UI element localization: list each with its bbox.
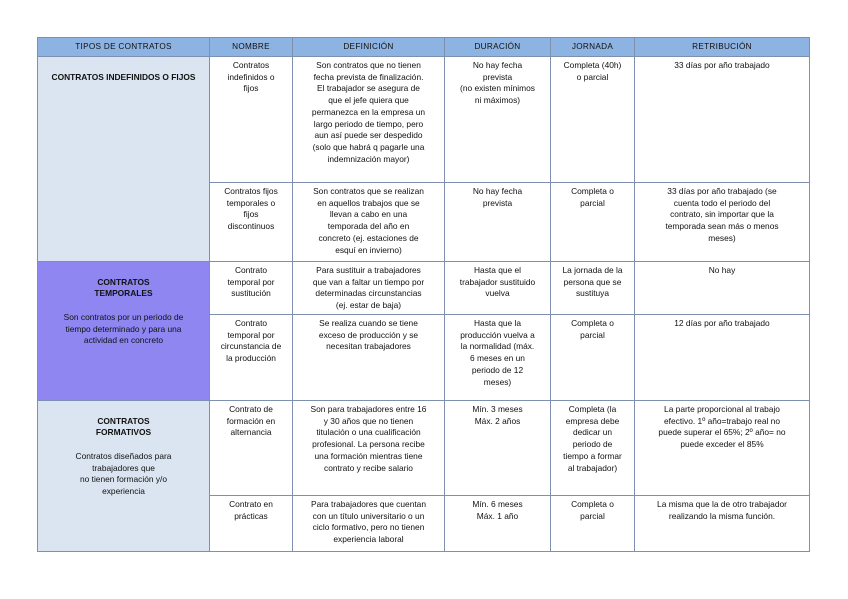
cell-nombre: Contratos indefinidos o fijos — [210, 57, 293, 183]
cell-jornada: Completa o parcial — [551, 496, 635, 552]
cell-duracion: Hasta que la producción vuelva a la normalidad (máx. 6 meses en un periodo de 12 meses) — [445, 315, 551, 401]
contracts-table — [37, 37, 810, 552]
cell-retribucion: La misma que la de otro trabajador realizando la misma función. — [635, 496, 810, 552]
cell-retribucion: 12 días por año trabajado — [635, 315, 810, 401]
cell-nombre: Contrato de formación en alternancia — [210, 401, 293, 496]
category-description: Son contratos por un periodo de tiempo determinado y para una actividad en concreto — [63, 311, 184, 346]
cell-nombre: Contrato temporal por circunstancia de la producción — [210, 315, 293, 401]
cell-definicion: Son para trabajadores entre 16 y 30 años que no tienen titulación o una cualificación profesional. La persona recibe una formación mientras tiene contrato y recibe salario — [293, 401, 445, 496]
category-temporales — [38, 262, 210, 401]
header-retribucion: RETRIBUCIÓN — [635, 38, 810, 57]
cell-definicion: Son contratos que no tienen fecha prevista de finalización. El trabajador se asegura de que el jefe quiera que permanezca en la empresa un largo periodo de tiempo, pero aun así puede ser despedido (solo que habrá q pagarle una indemnización mayor) — [293, 57, 445, 183]
cell-nombre: Contrato temporal por sustitución — [210, 262, 293, 315]
cell-jornada: La jornada de la persona que se sustituya — [551, 262, 635, 315]
category-formativos — [38, 401, 210, 552]
cell-duracion: Mín. 6 meses Máx. 1 año — [445, 496, 551, 552]
cell-nombre: Contrato en prácticas — [210, 496, 293, 552]
cell-jornada: Completa o parcial — [551, 315, 635, 401]
cell-retribucion: La parte proporcional al trabajo efectivo. 1º año=trabajo real no puede superar el 65%; 2º año= no puede exceder el 85% — [635, 401, 810, 496]
table-row — [38, 401, 810, 496]
table-row — [38, 262, 810, 315]
category-title: CONTRATOS INDEFINIDOS O FIJOS — [51, 71, 196, 82]
category-title: CONTRATOS TEMPORALES — [94, 276, 153, 299]
category-title: CONTRATOS FORMATIVOS — [95, 415, 152, 438]
category-description: Contratos diseñados para trabajadores que no tienen formación y/o experiencia — [75, 450, 172, 496]
cell-jornada: Completa (40h) o parcial — [551, 57, 635, 183]
cell-definicion: Se realiza cuando se tiene exceso de producción y se necesitan trabajadores — [293, 315, 445, 401]
cell-nombre: Contratos fijos temporales o fijos discontinuos — [210, 183, 293, 262]
category-indefinidos — [38, 57, 210, 262]
cell-definicion: Son contratos que se realizan en aquellos trabajos que se llevan a cabo en una temporada del año en concreto (ej. estaciones de esquí en invierno) — [293, 183, 445, 262]
cell-definicion: Para trabajadores que cuentan con un título universitario o un ciclo formativo, pero no tienen experiencia laboral — [293, 496, 445, 552]
header-row — [38, 38, 810, 57]
cell-retribucion: 33 días por año trabajado — [635, 57, 810, 183]
cell-retribucion: No hay — [635, 262, 810, 315]
header-tipos: TIPOS DE CONTRATOS — [38, 38, 210, 57]
cell-duracion: Mín. 3 meses Máx. 2 años — [445, 401, 551, 496]
cell-jornada: Completa o parcial — [551, 183, 635, 262]
cell-jornada: Completa (la empresa debe dedicar un periodo de tiempo a formar al trabajador) — [551, 401, 635, 496]
header-duracion: DURACIÓN — [445, 38, 551, 57]
cell-duracion: Hasta que el trabajador sustituido vuelva — [445, 262, 551, 315]
cell-retribucion: 33 días por año trabajado (se cuenta todo el periodo del contrato, sin importar que la temporada sean más o menos meses) — [635, 183, 810, 262]
cell-definicion: Para sustituir a trabajadores que van a faltar un tiempo por determinadas circunstancias (ej. estar de baja) — [293, 262, 445, 315]
header-definicion: DEFINICIÓN — [293, 38, 445, 57]
table-row — [38, 57, 810, 183]
cell-duracion: No hay fecha prevista (no existen mínimos ni máximos) — [445, 57, 551, 183]
header-jornada: JORNADA — [551, 38, 635, 57]
header-nombre: NOMBRE — [210, 38, 293, 57]
cell-duracion: No hay fecha prevista — [445, 183, 551, 262]
